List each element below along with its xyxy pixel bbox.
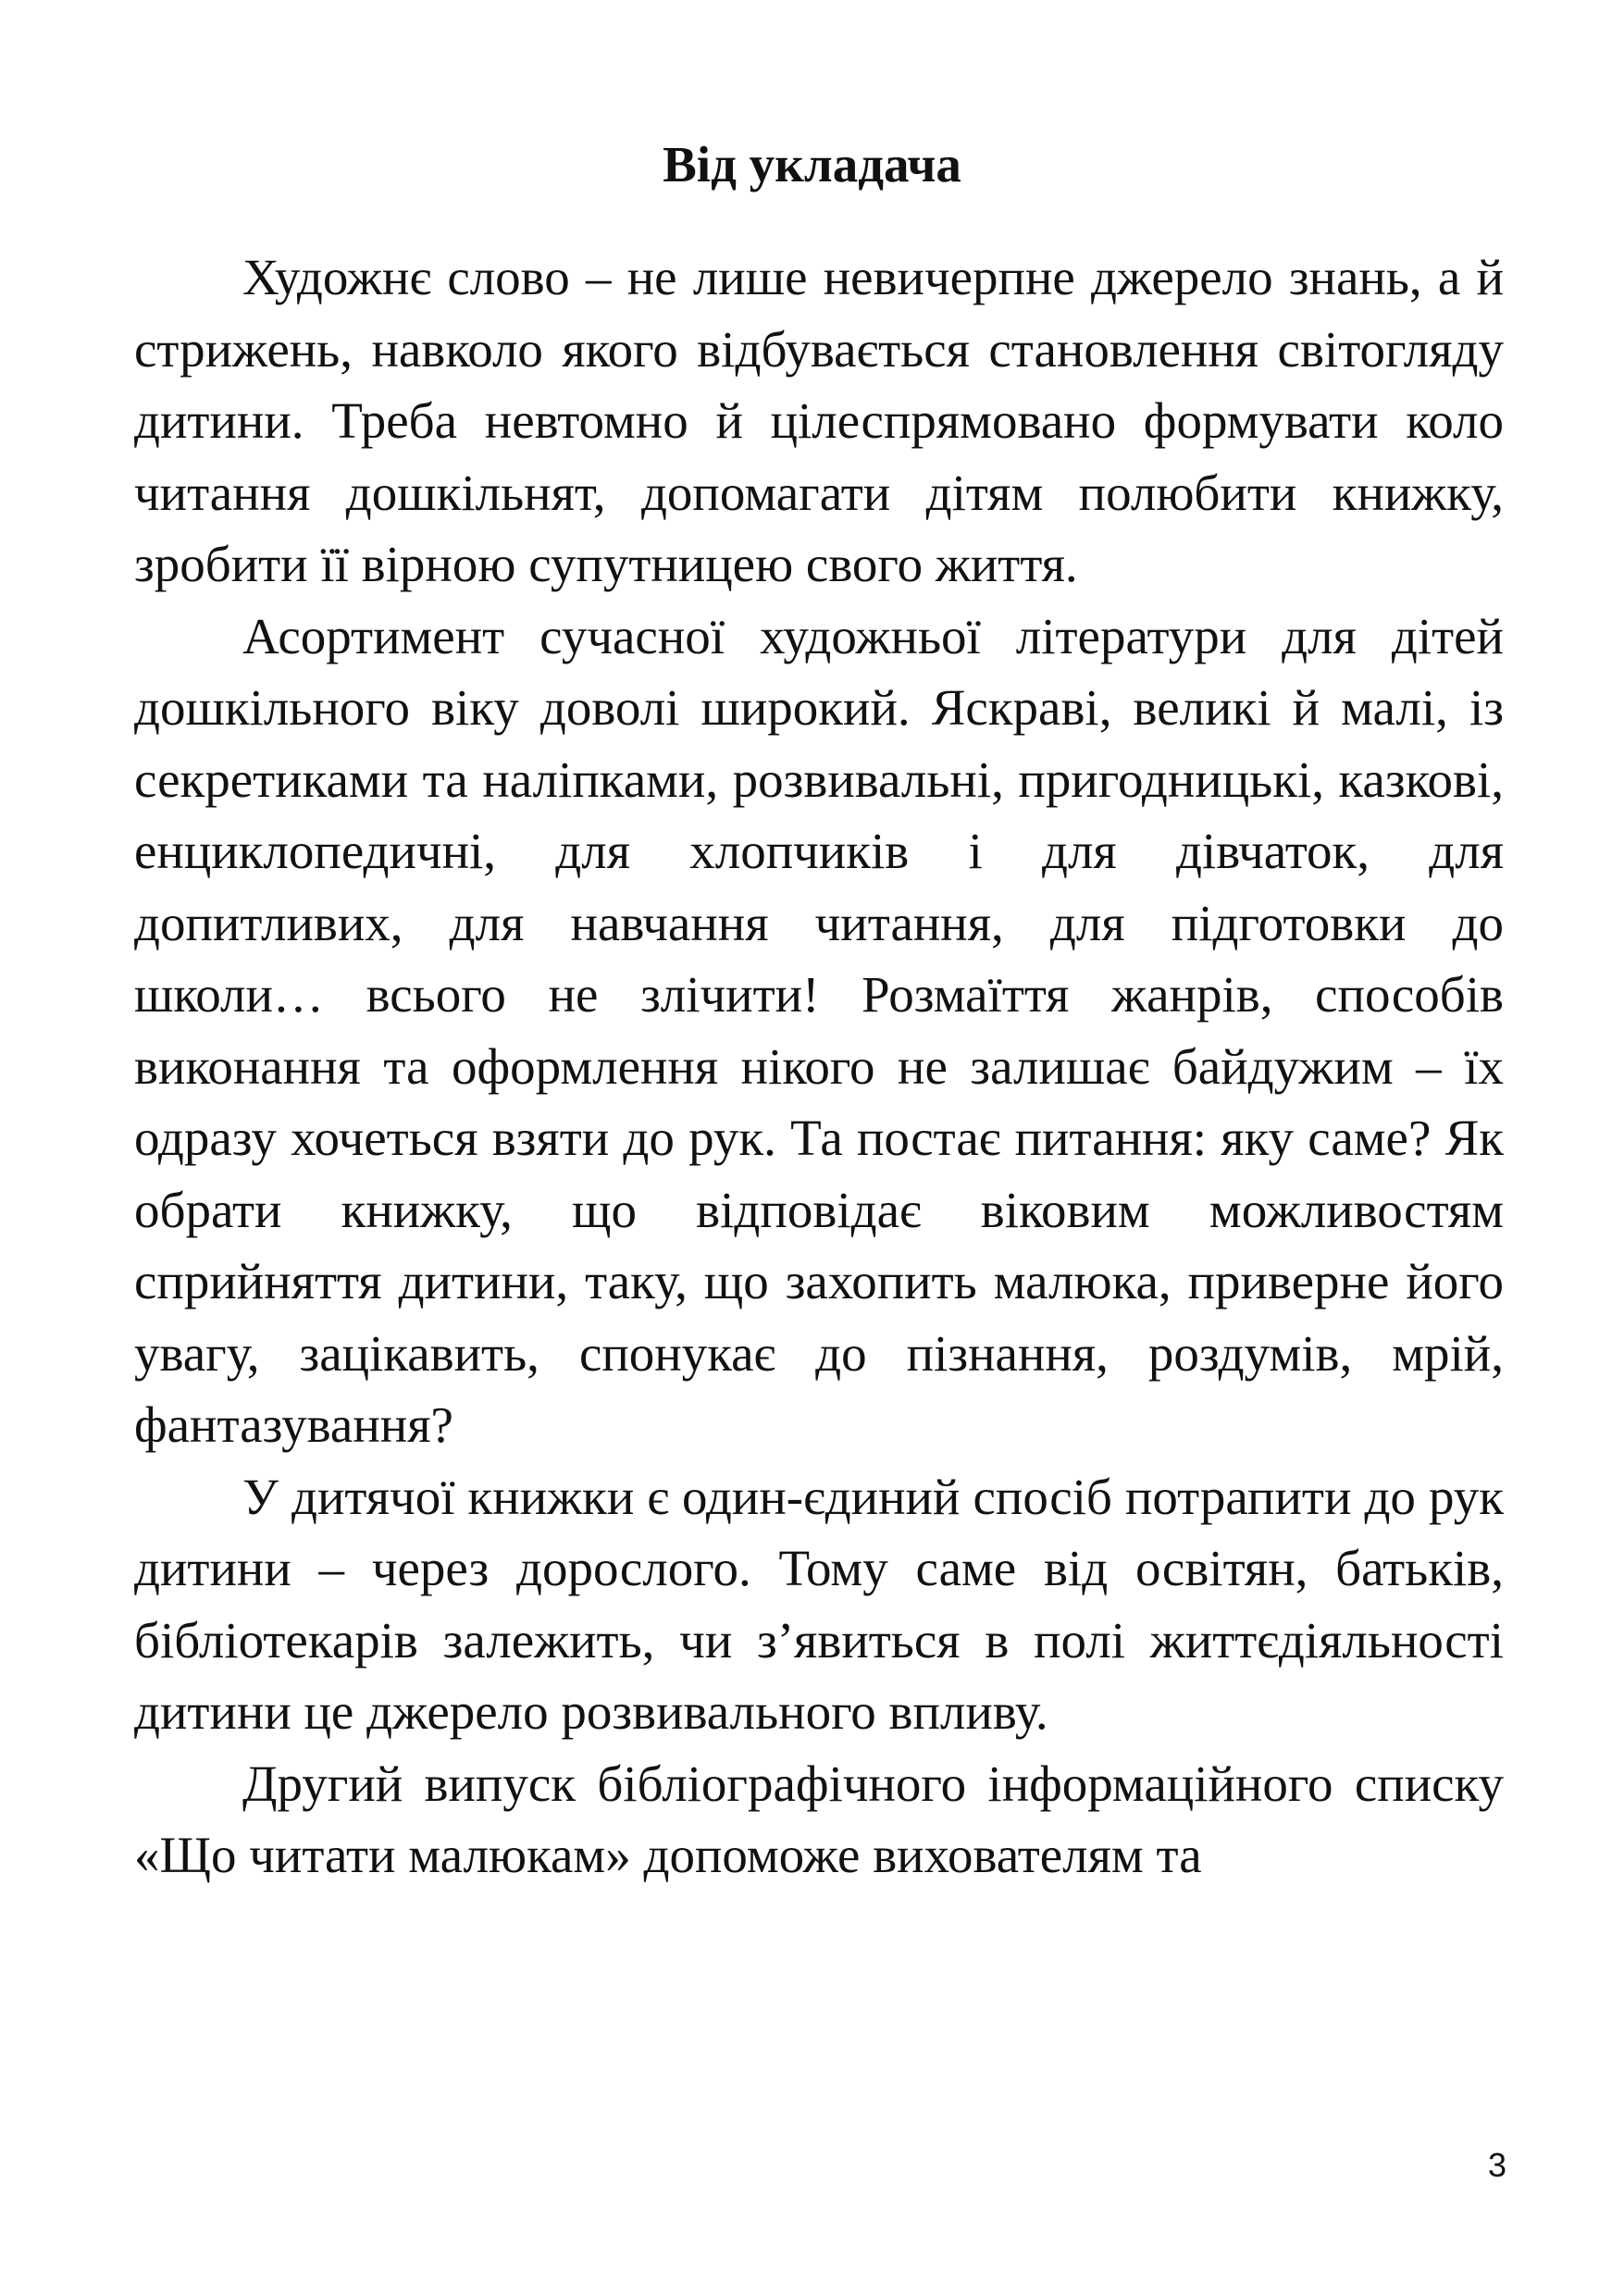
page-number: 3 [1487,2146,1506,2184]
body-text [134,242,1504,1892]
paragraph-2: Асортимент сучасної художньої літератури для дітей дошкільного віку доволі широкий. Яскраві, великі й малі, із секретиками та наліпками, розвивальні, пригодницькі, казкові, енциклопедичні, для хлопчиків і для дівчаток, для допитливих, для навчання читання, для підготовки до школи… всього не злічити! Розмаїття жанрів, способів виконання та оформлення нікого не залишає байдужим – їх одразу хочеться взяти до рук. Та постає питання: яку саме? Як обрати книжку, що відповідає віковим можливостям сприйняття дитини, таку, що захопить малюка, приверне його увагу, зацікавить, спонукає до пізнання, роздумів, мрій, фантазування? [134,607,1504,1453]
section-heading: Від укладача [663,136,961,192]
paragraph-1: Художнє слово – не лише невичерпне джерело знань, а й стрижень, навколо якого відбувається становлення світогляду дитини. Треба невтомно й цілеспрямовано формувати коло читання дошкільнят, допомагати дітям полюбити книжку, зробити її вірною супутницею свого життя. [134,249,1504,592]
paragraph-3: У дитячої книжки є один-єдиний спосіб потрапити до рук дитини – через дорослого. Тому саме від освітян, батьків, бібліотекарів залежить, чи з’явиться в полі життєдіяльності дитини це джерело розвивального впливу. [134,1468,1504,1740]
paragraph-4: Другий випуск бібліографічного інформаційного списку «Що читати малюкам» допоможе вихователям та [134,1755,1504,1883]
